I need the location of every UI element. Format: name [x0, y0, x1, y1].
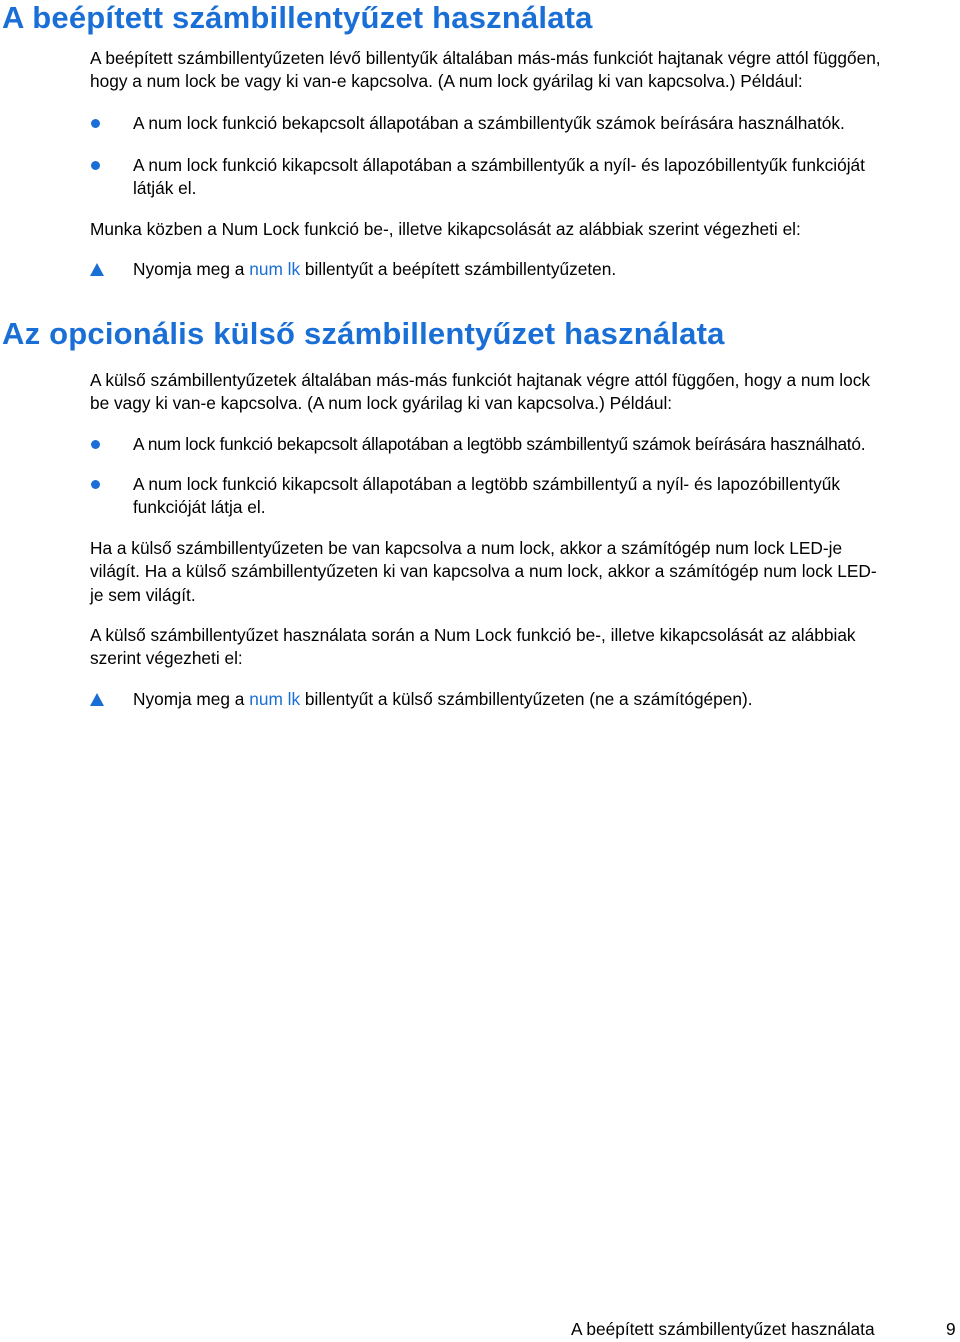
section2-led-paragraph [90, 537, 956, 607]
dot-bullet-icon [91, 480, 100, 489]
step-text-before: Nyomja meg a [133, 259, 250, 279]
section-heading-builtin-keypad: A beépített számbillentyűzet használata [2, 0, 593, 35]
section1-step-intro: Munka közben a Num Lock funkció be-, illetve kikapcsolását az alábbiak szerint végezheti el: [90, 219, 801, 239]
step-text-before: Nyomja meg a [133, 689, 250, 709]
step-text [133, 258, 956, 281]
text-line: A num lock funkció kikapcsolt állapotában a számbillentyűk a nyíl- és lapozóbillentyűk funkcióját [133, 155, 865, 175]
text-line: hogy a num lock be vagy ki van-e kapcsolva. (A num lock gyárilag ki van kapcsolva.) Például: [90, 71, 803, 92]
dot-bullet-icon [91, 440, 100, 449]
text-line: funkcióját látja el. [133, 497, 266, 518]
section1-intro [90, 47, 956, 94]
page-number: 9 [946, 1319, 956, 1339]
section-heading-external-keypad: Az opcionális külső számbillentyűzet használata [2, 316, 725, 351]
text-line: látják el. [133, 178, 197, 199]
text-line: A beépített számbillentyűzeten lévő billentyűk általában más-más funkciót hajtanak végre attól függően, [90, 48, 881, 68]
text-line: A külső számbillentyűzetek általában más-más funkciót hajtanak végre attól függően, hogy a num lock [90, 370, 871, 390]
text-line: Ha a külső számbillentyűzeten be van kapcsolva a num lock, akkor a számítógép num lock LED-je [90, 538, 843, 558]
bullet-text [133, 473, 956, 520]
text-line: A num lock funkció bekapcsolt állapotában a legtöbb számbillentyű számok beírására használható. [133, 434, 866, 454]
section2-intro [90, 369, 956, 416]
dot-bullet-icon [91, 161, 100, 170]
triangle-step-icon [90, 263, 104, 276]
step-text-after: billentyűt a külső számbillentyűzeten (ne a számítógépen). [300, 689, 753, 709]
text-line: A num lock funkció bekapcsolt állapotában a számbillentyűk számok beírására használhatók. [133, 113, 845, 133]
bullet-text [133, 112, 956, 135]
bullet-text [133, 154, 956, 201]
bullet-text [133, 433, 956, 456]
step-text [133, 688, 956, 711]
text-line: világít. Ha a külső számbillentyűzeten ki van kapcsolva a num lock, akkor a számítógép num lock LED- [90, 561, 877, 582]
footer-title: A beépített számbillentyűzet használata [571, 1319, 875, 1339]
step-text-after: billentyűt a beépített számbillentyűzeten. [300, 259, 617, 279]
section2-step-intro [90, 624, 956, 671]
num-lk-key-label: num lk [249, 689, 301, 709]
triangle-step-icon [90, 693, 104, 706]
text-line: je sem világít. [90, 584, 196, 605]
text-line: szerint végezheti el: [90, 648, 243, 669]
text-line: A külső számbillentyűzet használata során a Num Lock funkció be-, illetve kikapcsolását az alábbiak [90, 625, 856, 645]
num-lk-key-label: num lk [249, 259, 301, 279]
text-line: be vagy ki van-e kapcsolva. (A num lock gyárilag ki van kapcsolva.) Például: [90, 393, 673, 414]
dot-bullet-icon [91, 119, 100, 128]
page-footer [0, 1318, 960, 1342]
text-line: A num lock funkció kikapcsolt állapotában a legtöbb számbillentyű a nyíl- és lapozóbillentyűk [133, 474, 841, 494]
